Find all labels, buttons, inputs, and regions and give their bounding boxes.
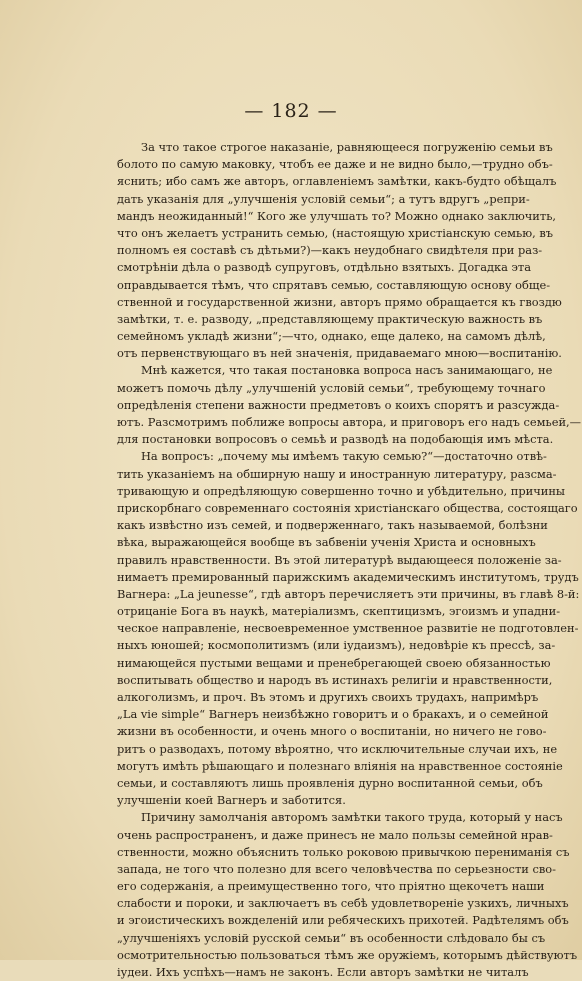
text-line: прискорбнаго современнаго состоянія христіанскаго общества, состоящаго: [117, 500, 578, 515]
text-line: смотрѣніи дѣла о разводѣ супруговъ, отдѣльно взятыхъ. Догадка эта: [117, 260, 532, 275]
text-line: ныхъ юношей; космополитизмъ (или іудаизмъ), недовѣріе къ прессѣ, за-: [117, 638, 556, 653]
text-line: и эгоистическихъ вожделеній или ребяческихъ прихотей. Радѣтелямъ объ: [117, 913, 569, 928]
text-line: слабости и пороки, и заключаетъ въ себѣ удовлетвореніе узкихъ, личныхъ: [117, 896, 569, 911]
text-line: тить указаніемъ на обширную нашу и иностранную литературу, разсма-: [117, 466, 557, 481]
text-line: очень распространенъ, и даже принесъ не мало пользы семейной нрав-: [117, 827, 553, 842]
text-line: алкоголизмъ, и проч. Въ этомъ и другихъ своихъ трудахъ, напримѣръ: [117, 690, 539, 704]
text-line: За что такое строгое наказаніе, равняющееся погруженію семьи въ: [141, 140, 553, 154]
text-line: нимающейся пустыми вещами и пренебрегающей своею обязанностью: [117, 655, 551, 670]
text-line: Причину замолчанія авторомъ замѣтки такого труда, который у насъ: [141, 810, 563, 825]
text-line: яснить; ибо самъ же авторъ, оглавленіемъ замѣтки, какъ-будто обѣщалъ: [117, 174, 557, 189]
text-line: осмотрительностью пользоваться тѣмъ же оружіемъ, которымъ дѣйствуютъ: [117, 947, 578, 962]
text-line: „улучшеніяхъ условій русской семьи“ въ особенности слѣдовало бы съ: [117, 930, 546, 945]
text-line: „La vie simple“ Вагнеръ неизбѣжно говоритъ и о бракахъ, и о семейной: [117, 707, 549, 722]
text-line: запада, не того что полезно для всего человѣчества по серьезности сво-: [117, 861, 556, 876]
text-line: опредѣленія степени важности предметовъ о коихъ спорятъ и разсужда-: [117, 397, 560, 412]
text-line: правилъ нравственности. Въ этой литературѣ выдающееся положеніе за-: [117, 552, 562, 567]
text-line: жизни въ особенности, и очень много о воспитаніи, но ничего не гово-: [117, 724, 547, 739]
text-line: оправдывается тѣмъ, что спрятавъ семью, составляющую основу обще-: [117, 277, 551, 292]
text-line: отъ первенствующаго въ ней значенія, придаваемаго мною—воспитанію.: [117, 346, 562, 361]
text-line: воспитывать общество и народъ въ истинахъ религіи и нравственности,: [117, 672, 553, 687]
text-line: іудеи. Ихъ успѣхъ—намъ не законъ. Если авторъ замѣтки не читалъ: [117, 965, 529, 979]
text-line: замѣтки, т. е. разводу, „представляющему практическую важность въ: [117, 311, 543, 326]
text-line: ственной и государственной жизни, авторъ прямо обращается къ гвоздю: [117, 294, 562, 309]
text-line: можетъ помочь дѣлу „улучшеній условій семьи“, требующему точнаго: [117, 380, 546, 395]
text-line: ственности, можно объяснить только роковою привычкою перениманія съ: [117, 844, 570, 859]
text-line: Вагнера: „La jeunesse“, гдѣ авторъ перечисляетъ эти причины, въ главѣ 8-й:: [117, 586, 580, 601]
text-line: какъ извѣстно изъ семей, и подверженнаго, такъ называемой, болѣзни: [117, 518, 548, 533]
text-line: для постановки вопросовъ о семьѣ и разводѣ на подобающія имъ мѣста.: [117, 432, 554, 447]
text-line: улучшеніи коей Вагнеръ и заботится.: [117, 793, 346, 808]
text-line: полномъ ея составѣ съ дѣтьми?)—какъ неудобнаго свидѣтеля при раз-: [117, 243, 543, 258]
text-line: нимаетъ премированный парижскимъ академическимъ институтомъ, трудъ: [117, 569, 579, 584]
text-line: вѣка, выражающейся вообще въ забвеніи ученія Христа и основныхъ: [117, 535, 536, 550]
text-line: ческое направленіе, несвоевременное умственное развитіе не подготовлен-: [117, 621, 579, 636]
text-line: семьи, и составляютъ лишь проявленія дурно воспитанной семьи, объ: [117, 775, 543, 790]
page-number: — 182 —: [244, 100, 338, 122]
text-line: Мнѣ кажется, что такая постановка вопроса насъ занимающаго, не: [141, 363, 553, 378]
text-line: На вопросъ: „почему мы имѣемъ такую семью?“—достаточно отвѣ-: [141, 449, 547, 464]
text-line: его содержанія, а преимущественно того, что пріятно щекочетъ наши: [117, 879, 545, 894]
text-line: мандъ неожиданный!“ Кого же улучшать то? Можно однако заключить,: [117, 208, 557, 223]
text-line: что онъ желаетъ устранить семью, (настоящую христіанскую семью, въ: [117, 225, 554, 240]
text-line: дать указанія для „улучшенія условій семьи“; а тутъ вдругъ „репри-: [117, 191, 530, 206]
text-line: могутъ имѣть рѣшающаго и полезнаго вліянія на нравственное состояніе: [117, 758, 563, 773]
body-text: [117, 139, 582, 981]
text-line: семейномъ укладѣ жизни“;—что, однако, еще далеко, на самомъ дѣлѣ,: [117, 329, 546, 344]
text-line: ютъ. Разсмотримъ поближе вопросы автора, и приговоръ его надъ семьей,—: [117, 415, 582, 429]
text-line: болото по самую маковку, чтобъ ее даже и не видно было,—трудно объ-: [117, 157, 553, 172]
text-line: ритъ о разводахъ, потому вѣроятно, что исключительные случаи ихъ, не: [117, 741, 558, 756]
text-line: отрицаніе Бога въ наукѣ, матеріализмъ, скептицизмъ, эгоизмъ и упадни-: [117, 604, 561, 619]
text-line: тривающую и опредѣляющую совершенно точно и убѣдительно, причины: [117, 483, 565, 498]
